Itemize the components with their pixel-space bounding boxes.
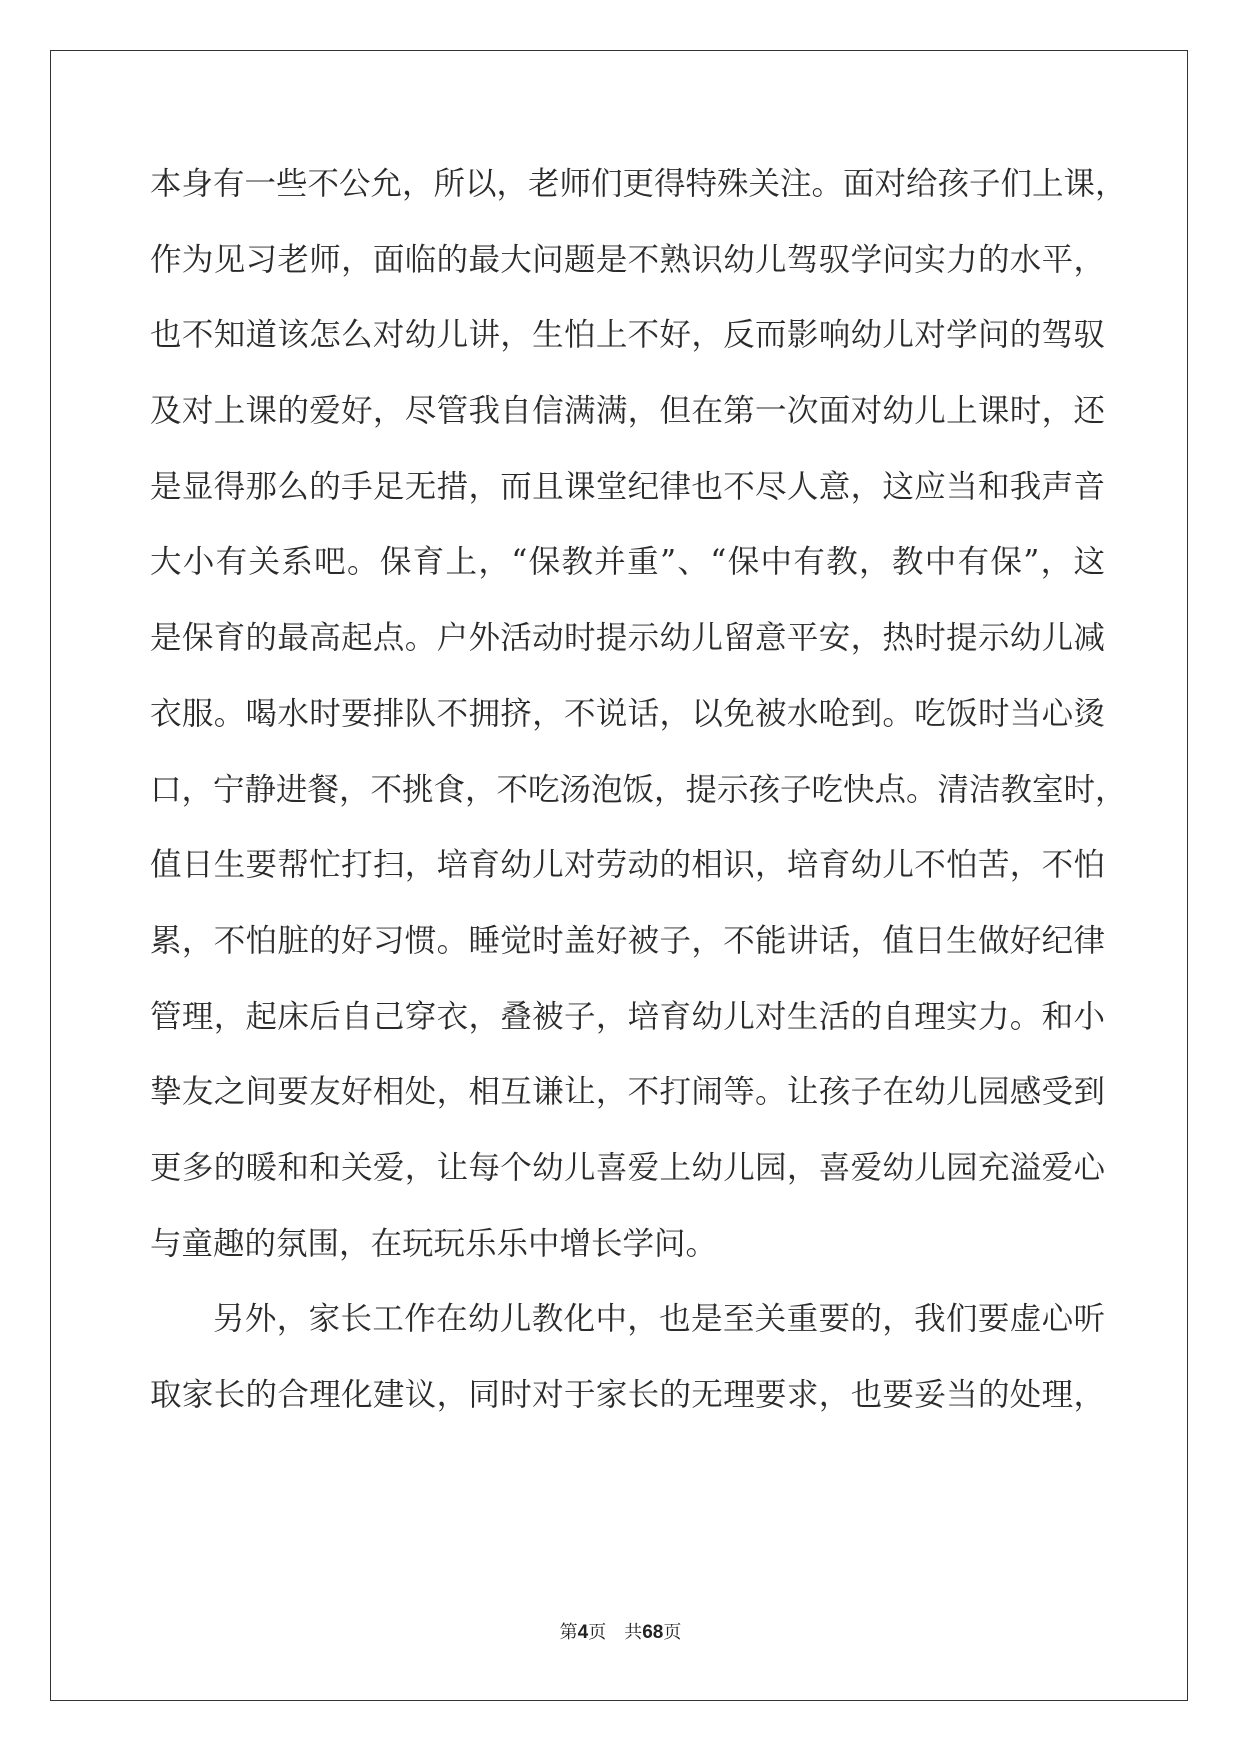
body-line: 大小有关系吧。保育上，“保教并重”、“保中有教，教中有保”，这 [150,544,1105,581]
body-line: 值日生要帮忙打扫，培育幼儿对劳动的相识，培育幼儿不怕苦，不怕 [150,847,1105,884]
body-line: 累，不怕脏的好习惯。睡觉时盖好被子，不能讲话，值日生做好纪律 [150,922,1105,959]
body-line: 与童趣的氛围，在玩玩乐乐中增长学问。 [150,1225,718,1262]
footer-page-suffix: 页 [588,1622,607,1643]
body-line: 也不知道该怎么对幼儿讲，生怕上不好，反而影响幼儿对学问的驾驭 [150,317,1105,354]
footer-prefix: 第 [559,1622,578,1643]
body-line: 管理，起床后自己穿衣，叠被子，培育幼儿对生活的自理实力。和小 [150,998,1105,1035]
body-line: 取家长的合理化建议，同时对于家长的无理要求，也要妥当的处理， [150,1377,1105,1413]
body-line: 是显得那么的手足无措，而且课堂纪律也不尽人意，这应当和我声音 [150,468,1105,505]
total-pages: 68 [642,1622,664,1643]
body-line: 作为见习老师，面临的最大问题是不熟识幼儿驾驭学问实力的水平， [150,241,1105,278]
page-number: 4 [577,1622,589,1643]
body-line: 衣服。喝水时要排队不拥挤，不说话，以免被水呛到。吃饭时当心烫 [150,695,1105,732]
page-footer [0,1618,1241,1644]
body-line: 更多的暖和和关爱，让每个幼儿喜爱上幼儿园，喜爱幼儿园充溢爱心 [150,1149,1105,1186]
document-body [150,162,1127,1449]
body-line: 挚友之间要友好相处，相互谦让，不打闹等。让孩子在幼儿园感受到 [150,1074,1105,1111]
body-line: 口，宁静进餐，不挑食，不吃汤泡饭，提示孩子吃快点。清洁教室时， [150,771,1127,808]
footer-total-suffix: 页 [663,1622,682,1643]
footer-total-prefix: 共 [624,1622,643,1643]
body-line: 及对上课的爱好，尽管我自信满满，但在第一次面对幼儿上课时，还 [150,393,1105,430]
body-line: 是保育的最高起点。户外活动时提示幼儿留意平安，热时提示幼儿减 [150,620,1105,657]
body-line: 另外，家长工作在幼儿教化中，也是至关重要的，我们要虚心听 [213,1301,1105,1338]
body-line: 本身有一些不公允，所以，老师们更得特殊关注。面对给孩子们上课， [150,166,1127,202]
